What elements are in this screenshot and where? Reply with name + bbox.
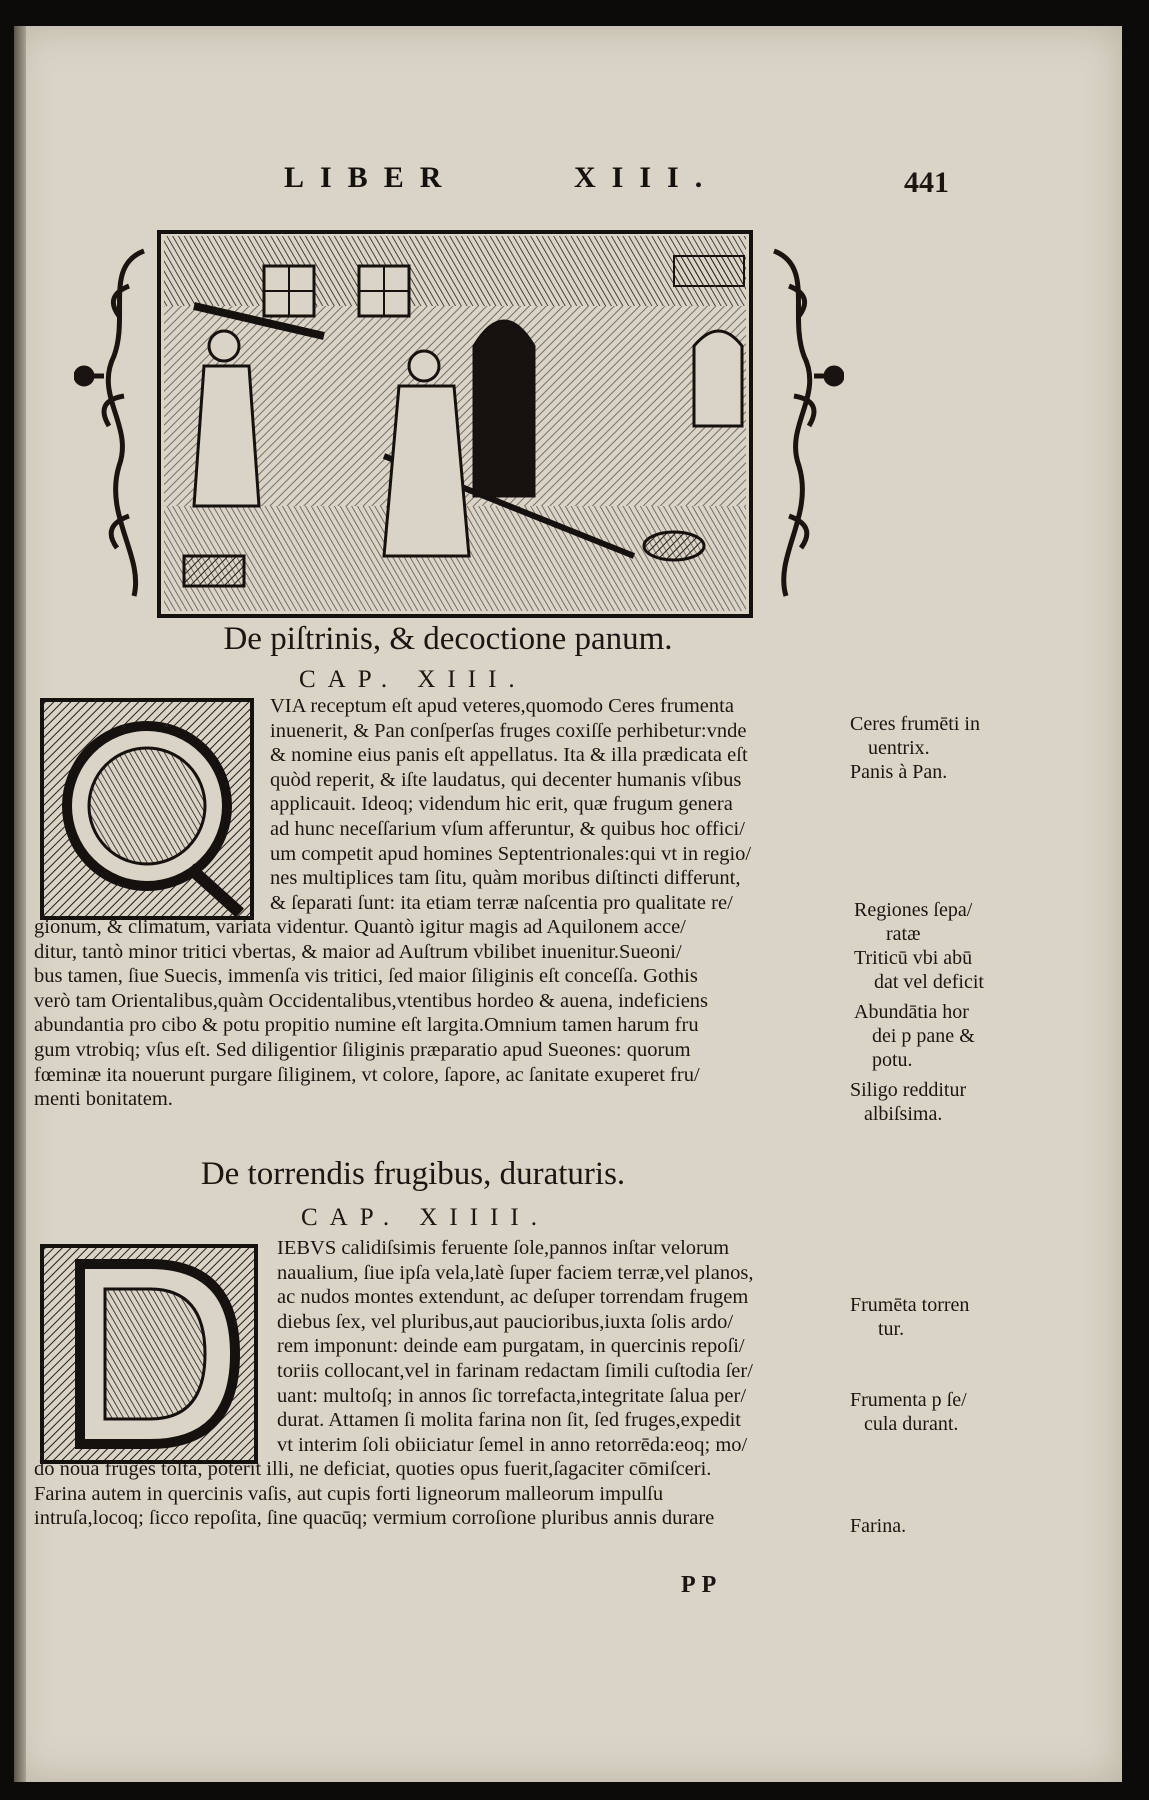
text-line: menti bonitatem.: [34, 1088, 173, 1111]
text-line: ac nudos montes extendunt, ac deſuper torrendam frugem: [277, 1286, 749, 1309]
text-line: rem imponunt: deinde eam purgatam, in quercinis repoſi/: [277, 1335, 745, 1358]
text-line: & nomine eius panis eſt appellatus. Ita & illa prædicata eſt: [270, 744, 748, 767]
text-line: intruſa,locoq; ſicco repoſita, ſine quacūq; vermium corroſione pluribus annis durare: [34, 1507, 715, 1530]
chapter-14-heading: CAP. XIIII.: [301, 1204, 549, 1231]
text-line: um competit apud homines Septentrionales:qui vt in regio/: [270, 842, 752, 865]
text-line: nes multiplices tam ſitu, quàm moribus diſtincti differunt,: [270, 867, 741, 890]
text-line: VIA receptum eſt apud veteres,quomodo Ceres frumenta: [270, 695, 734, 717]
initial-q-icon: [40, 698, 254, 920]
page-number: 441: [904, 166, 949, 199]
text-line: gionum, & climatum, variata videntur. Quantò igitur magis ad Aquilonem acce/: [34, 916, 686, 938]
margin-note: Triticū vbi abū dat vel deficit: [854, 947, 984, 993]
chapter-14-text-bottom: [34, 1457, 855, 1531]
text-line: bus tamen, ſiue Suecis, immenſa vis tritici, ſed maior ſiliginis eſt conceſſa. Gothis: [34, 965, 698, 988]
text-line: vt interim ſoli obiiciatur ſemel in anno retorrēda:eoq; mo/: [277, 1433, 748, 1456]
text-line: Farina autem in quercinis vaſis, aut cupis forti ligneorum malleorum impulſu: [34, 1482, 664, 1505]
text-line: quòd reperit, & iſte laudatus, qui decenter humanis vſibus: [270, 768, 742, 791]
text-line: uant: multoſq; in annos ſic torrefacta,integritate ſalua per/: [277, 1384, 747, 1407]
text-line: applicauit. Ideoq; videndum hic erit, quæ frugum genera: [270, 793, 733, 816]
right-scroll-ornament: [774, 251, 844, 596]
text-line: fœminæ ita nouerunt purgare ſiliginem, vt colore, ſapore, ac ſanitate exuperet fru/: [34, 1063, 700, 1086]
text-line: ad hunc neceſſarium vſum afferuntur, & quibus hoc offici/: [270, 817, 745, 840]
chapter-13-text-bottom: [34, 915, 854, 1112]
text-line: gum vtrobiq; vſus eſt. Sed diligentior ſiliginis præparatio apud Sueones: quorum: [34, 1038, 691, 1061]
text-line: diebus ſex, vel pluribus,aut paucioribus,iuxta ſolis ardo/: [277, 1310, 734, 1333]
chapter-13-title: De piſtrinis, & decoctione panum.: [223, 621, 673, 657]
margin-note: Siligo redditur albiſsima.: [850, 1079, 967, 1125]
bakery-woodcut-icon: [74, 226, 844, 618]
book-page: [14, 26, 1122, 1782]
text-line: durat. Attamen ſi molita farina non ſit, ſed fruges,expedit: [277, 1409, 741, 1432]
chapter-13-heading: CAP. XIII.: [299, 666, 527, 693]
initial-d-icon: [40, 1244, 258, 1464]
margin-note: Farina.: [850, 1515, 907, 1537]
text-line: verò tam Orientalibus,quàm Occidentalibus,vtentibus hordeo & auena, indeficiens: [34, 989, 709, 1012]
text-line: do noua fruges toſta, poterit illi, ne deficiat, quoties opus fuerit,ſagaciter cōmiſceri.: [34, 1458, 712, 1480]
margin-note: Abundātia hor dei p pane & potu.: [854, 1001, 975, 1071]
header-book-number: XIII.: [574, 161, 719, 194]
text-line: inuenerit, & Pan conſperſas fruges coxiſſe perhibetur:vnde: [270, 719, 747, 742]
margin-note: Regiones ſepa/ ratæ: [854, 899, 973, 945]
text-line: ditur, tantò minor tritici vbertas, & maior ad Auſtrum vbilibet inuenitur.Sueoni/: [34, 940, 682, 963]
margin-note: Ceres frumēti in uentrix. Panis à Pan.: [850, 713, 980, 783]
margin-note: Frumēta torren tur.: [850, 1294, 970, 1340]
margin-note: Frumenta p ſe/ cula durant.: [850, 1389, 967, 1435]
chapter-14-title: De torrendis frugibus, duraturis.: [200, 1156, 626, 1192]
text-line: & ſeparati ſunt: ita etiam terræ naſcentia pro qualitate re/: [270, 891, 733, 914]
text-line: abundantia pro cibo & potu propitio numine eſt largita.Omnium tamen harum fru: [34, 1014, 699, 1037]
chapter-14-text-top: [277, 1236, 855, 1457]
chapter-13-text-top: [270, 694, 854, 915]
page-spine-edge: [14, 26, 26, 1782]
text-line: toriis collocant,vel in farinam redactam ſimili cuſtodia ſer/: [277, 1359, 753, 1382]
text-line: IEBVS calidiſsimis feruente ſole,pannos inſtar velorum: [277, 1237, 730, 1259]
text-line: naualium, ſiue ipſa vela,latè ſuper faciem terræ,vel planos,: [277, 1261, 754, 1284]
header-book: LIBER: [284, 161, 458, 194]
left-scroll-ornament: [74, 251, 144, 596]
signature-mark: PP: [681, 1572, 723, 1598]
